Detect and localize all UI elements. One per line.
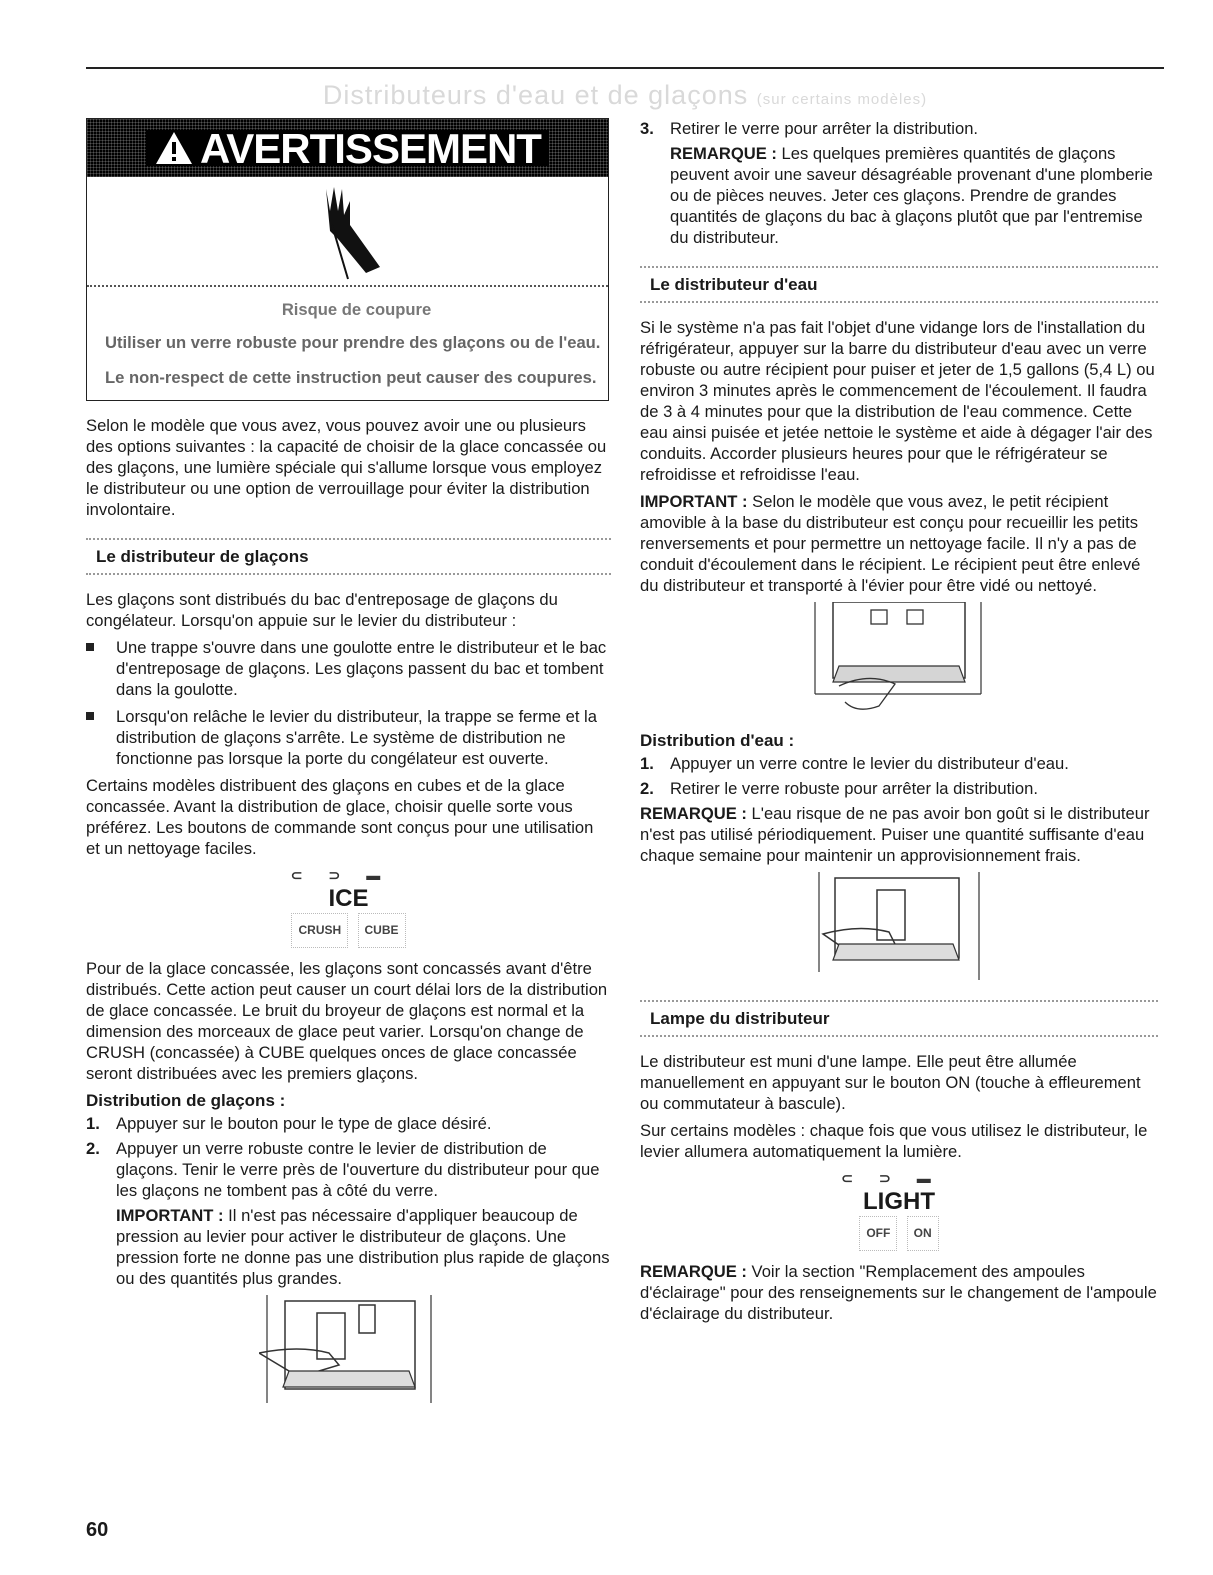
left-column <box>86 118 611 1413</box>
ice-remark <box>640 143 1158 248</box>
light-control-panel <box>640 1168 1158 1251</box>
ice-control-label: ICE <box>328 885 369 912</box>
page-title-suffix: (sur certains modèles) <box>756 91 928 108</box>
list-item <box>640 118 1158 139</box>
remark-label: REMARQUE : <box>640 1262 747 1281</box>
ice-steps <box>86 1113 611 1201</box>
step-text: Appuyer sur le bouton pour le type de glace désiré. <box>116 1114 492 1133</box>
warning-triangle-icon <box>154 130 194 166</box>
right-column <box>640 118 1158 1330</box>
step-text: Retirer le verre robuste pour arrêter la distribution. <box>670 779 1038 798</box>
step-number: 1. <box>640 754 654 773</box>
step-text: Appuyer un verre robuste contre le levier de distribution de glaçons. Tenir le verre près de l'ouverture du distributeur pour que les glaçons ne tombent pas à côté du verre. <box>116 1139 600 1200</box>
step-text: Appuyer un verre contre le levier du distributeur d'eau. <box>670 754 1069 773</box>
list-item <box>640 753 1158 774</box>
remark-label: REMARQUE : <box>640 804 747 823</box>
list-item <box>86 1113 611 1134</box>
warning-heading: AVERTISSEMENT <box>200 124 541 172</box>
list-item: Lorsqu'on relâche le levier du distributeur, la trappe se ferme et la distribution de glaçons s'arrête. Le système de distribution ne fonctionne pas lorsque la porte du congélateur est ouverte. <box>86 706 611 769</box>
ice-control-marks: ⊂⊃▬ <box>290 867 407 883</box>
remark-text: L'eau risque de ne pas avoir bon goût si le distributeur n'est pas utilisé périodiquement. Puiser une quantité suffisante d'eau chaque semaine pour maintenir un approvisionnement frais. <box>640 804 1150 865</box>
ice-dispenser-illustration <box>86 1295 611 1405</box>
glass-at-ice-dispenser-icon <box>259 1295 439 1405</box>
intro-paragraph: Selon le modèle que vous avez, vous pouvez avoir une ou plusieurs des options suivantes : la capacité de choisir de la glace concassée ou des glaçons, une lumière spéciale qui s'allume lorsque vous employez le distributeur ou une option de verrouillage pour éviter la distribution involontaire. <box>86 416 607 519</box>
step-text: Retirer le verre pour arrêter la distribution. <box>670 119 979 138</box>
warning-line-1: Utiliser un verre robuste pour prendre des glaçons ou de l'eau. <box>105 333 601 352</box>
light-on-button[interactable]: ON <box>907 1216 939 1251</box>
warning-body <box>87 287 608 400</box>
ice-buttons <box>86 913 611 948</box>
ice-important-note <box>86 1205 611 1289</box>
water-important-note <box>640 491 1158 596</box>
step-number: 2. <box>640 779 654 798</box>
remark-label: REMARQUE : <box>670 144 777 163</box>
page-title <box>86 80 1164 111</box>
ice-paragraph-2: Certains modèles distribuent des glaçons en cubes et de la glace concassée. Avant la distribution de glace, choisir quelle sorte vous préférez. Les boutons de commande sont conçus pour une utilisation et un nettoyage faciles. <box>86 776 594 858</box>
water-steps <box>640 753 1158 799</box>
remark-text: Voir la section "Remplacement des ampoules d'éclairage" pour des renseignements sur le changement de l'ampoule d'éclairage du distributeur. <box>640 1262 1157 1323</box>
light-control-marks: ⊂⊃▬ <box>841 1170 957 1186</box>
cube-button[interactable]: CUBE <box>358 913 406 948</box>
glass-at-water-dispenser-icon <box>809 872 989 982</box>
step-number: 3. <box>640 119 654 138</box>
light-buttons <box>640 1216 1158 1251</box>
list-item: Une trappe s'ouvre dans une goulotte entre le distributeur et le bac d'entreposage de glaçons. Les glaçons passent du bac et tombent dans la goulotte. <box>86 637 611 700</box>
important-label: IMPORTANT : <box>640 492 748 511</box>
ice-bullet-list <box>86 637 611 769</box>
ice-control-panel <box>86 865 611 948</box>
lamp-section-heading: Lampe du distributeur <box>640 1000 1158 1037</box>
page-title-text: Distributeurs d'eau et de glaçons <box>322 80 749 110</box>
light-off-button[interactable]: OFF <box>859 1216 897 1251</box>
list-item <box>86 1138 611 1201</box>
important-text: Il n'est pas nécessaire d'appliquer beaucoup de pression au levier pour activer le distributeur de glaçons. Une pression forte ne donne pas une distribution plus rapide de glaçons ou des quantités plus grandes. <box>116 1206 610 1288</box>
step-number: 2. <box>86 1139 100 1158</box>
lamp-remark <box>640 1261 1158 1324</box>
step-number: 1. <box>86 1114 100 1133</box>
warning-header <box>87 119 608 177</box>
water-dispense-heading: Distribution d'eau : <box>640 731 795 750</box>
water-remark <box>640 803 1158 866</box>
ice-paragraph-1: Les glaçons sont distribués du bac d'entreposage de glaçons du congélateur. Lorsqu'on appuie sur le levier du distributeur : <box>86 590 558 630</box>
water-section-heading: Le distributeur d'eau <box>640 266 1158 303</box>
warning-risk: Risque de coupure <box>281 300 432 319</box>
warning-line-2: Le non-respect de cette instruction peut causer des coupures. <box>105 368 597 387</box>
page-number: 60 <box>86 1519 109 1541</box>
ice-paragraph-3: Pour de la glace concassée, les glaçons sont concassés avant d'être distribués. Cette action peut causer un court délai lors de la distribution de glace concassée. Le bruit du broyeur de glaçons est normal et la dimension des morceaux de glace peut varier. Lorsqu'on change de CRUSH (concassée) à CUBE quelques onces de glace concassée seront distribuées avec les premiers glaçons. <box>86 959 608 1083</box>
lamp-paragraph-2: Sur certains modèles : chaque fois que vous utilisez le distributeur, le levier allumera automatiquement la lumière. <box>640 1121 1148 1161</box>
cut-hand-icon <box>308 181 388 281</box>
warning-box <box>86 118 609 401</box>
warning-title <box>146 124 549 172</box>
water-dispenser-illustration <box>640 872 1158 982</box>
important-text: Selon le modèle que vous avez, le petit récipient amovible à la base du distributeur est conçu pour recueillir les petits renversements et pour permettre un nettoyage facile. Il n'y a pas de conduit d'écoulement dans le récipient. Le récipient peut être enlevé du distributeur et transporté à l'évier pour être vidé ou nettoyé. <box>640 492 1141 595</box>
list-item <box>640 778 1158 799</box>
dispenser-drip-tray-icon <box>809 602 989 722</box>
warning-icon-area <box>87 177 608 287</box>
top-rule <box>86 67 1164 69</box>
light-control-label: LIGHT <box>863 1188 935 1215</box>
ice-section-heading: Le distributeur de glaçons <box>86 538 611 575</box>
remark-text: Les quelques premières quantités de glaçons peuvent avoir une saveur désagréable provenant d'une plomberie ou de pièces neuves. Jeter ces glaçons. Prendre de grandes quantités de glaçons du bac à glaçons plutôt que par l'entremise du distributeur. <box>670 144 1153 247</box>
crush-button[interactable]: CRUSH <box>291 913 348 948</box>
important-label: IMPORTANT : <box>116 1206 224 1225</box>
drip-tray-illustration <box>640 602 1158 722</box>
lamp-paragraph-1: Le distributeur est muni d'une lampe. Elle peut être allumée manuellement en appuyant sur le bouton ON (touche à effleurement ou commutateur à bascule). <box>640 1052 1141 1113</box>
ice-step-3 <box>640 118 1158 139</box>
water-paragraph-1: Si le système n'a pas fait l'objet d'une vidange lors de l'installation du réfrigérateur, appuyer sur la barre du distributeur d'eau avec un verre robuste ou autre récipient pour puiser et jeter de 1,5 gallons (5,4 L) ou environ 3 minutes après le commencement de l'écoulement. Il faudra de 3 à 4 minutes pour que la distribution de l'eau commence. Cette eau ainsi puisée et jetée nettoie le système et aide à dégager l'air des conduits. Accorder plusieurs heures pour que le réfrigérateur se refroidisse et refroidisse l'eau. <box>640 318 1155 484</box>
ice-dispense-heading: Distribution de glaçons : <box>86 1091 286 1110</box>
